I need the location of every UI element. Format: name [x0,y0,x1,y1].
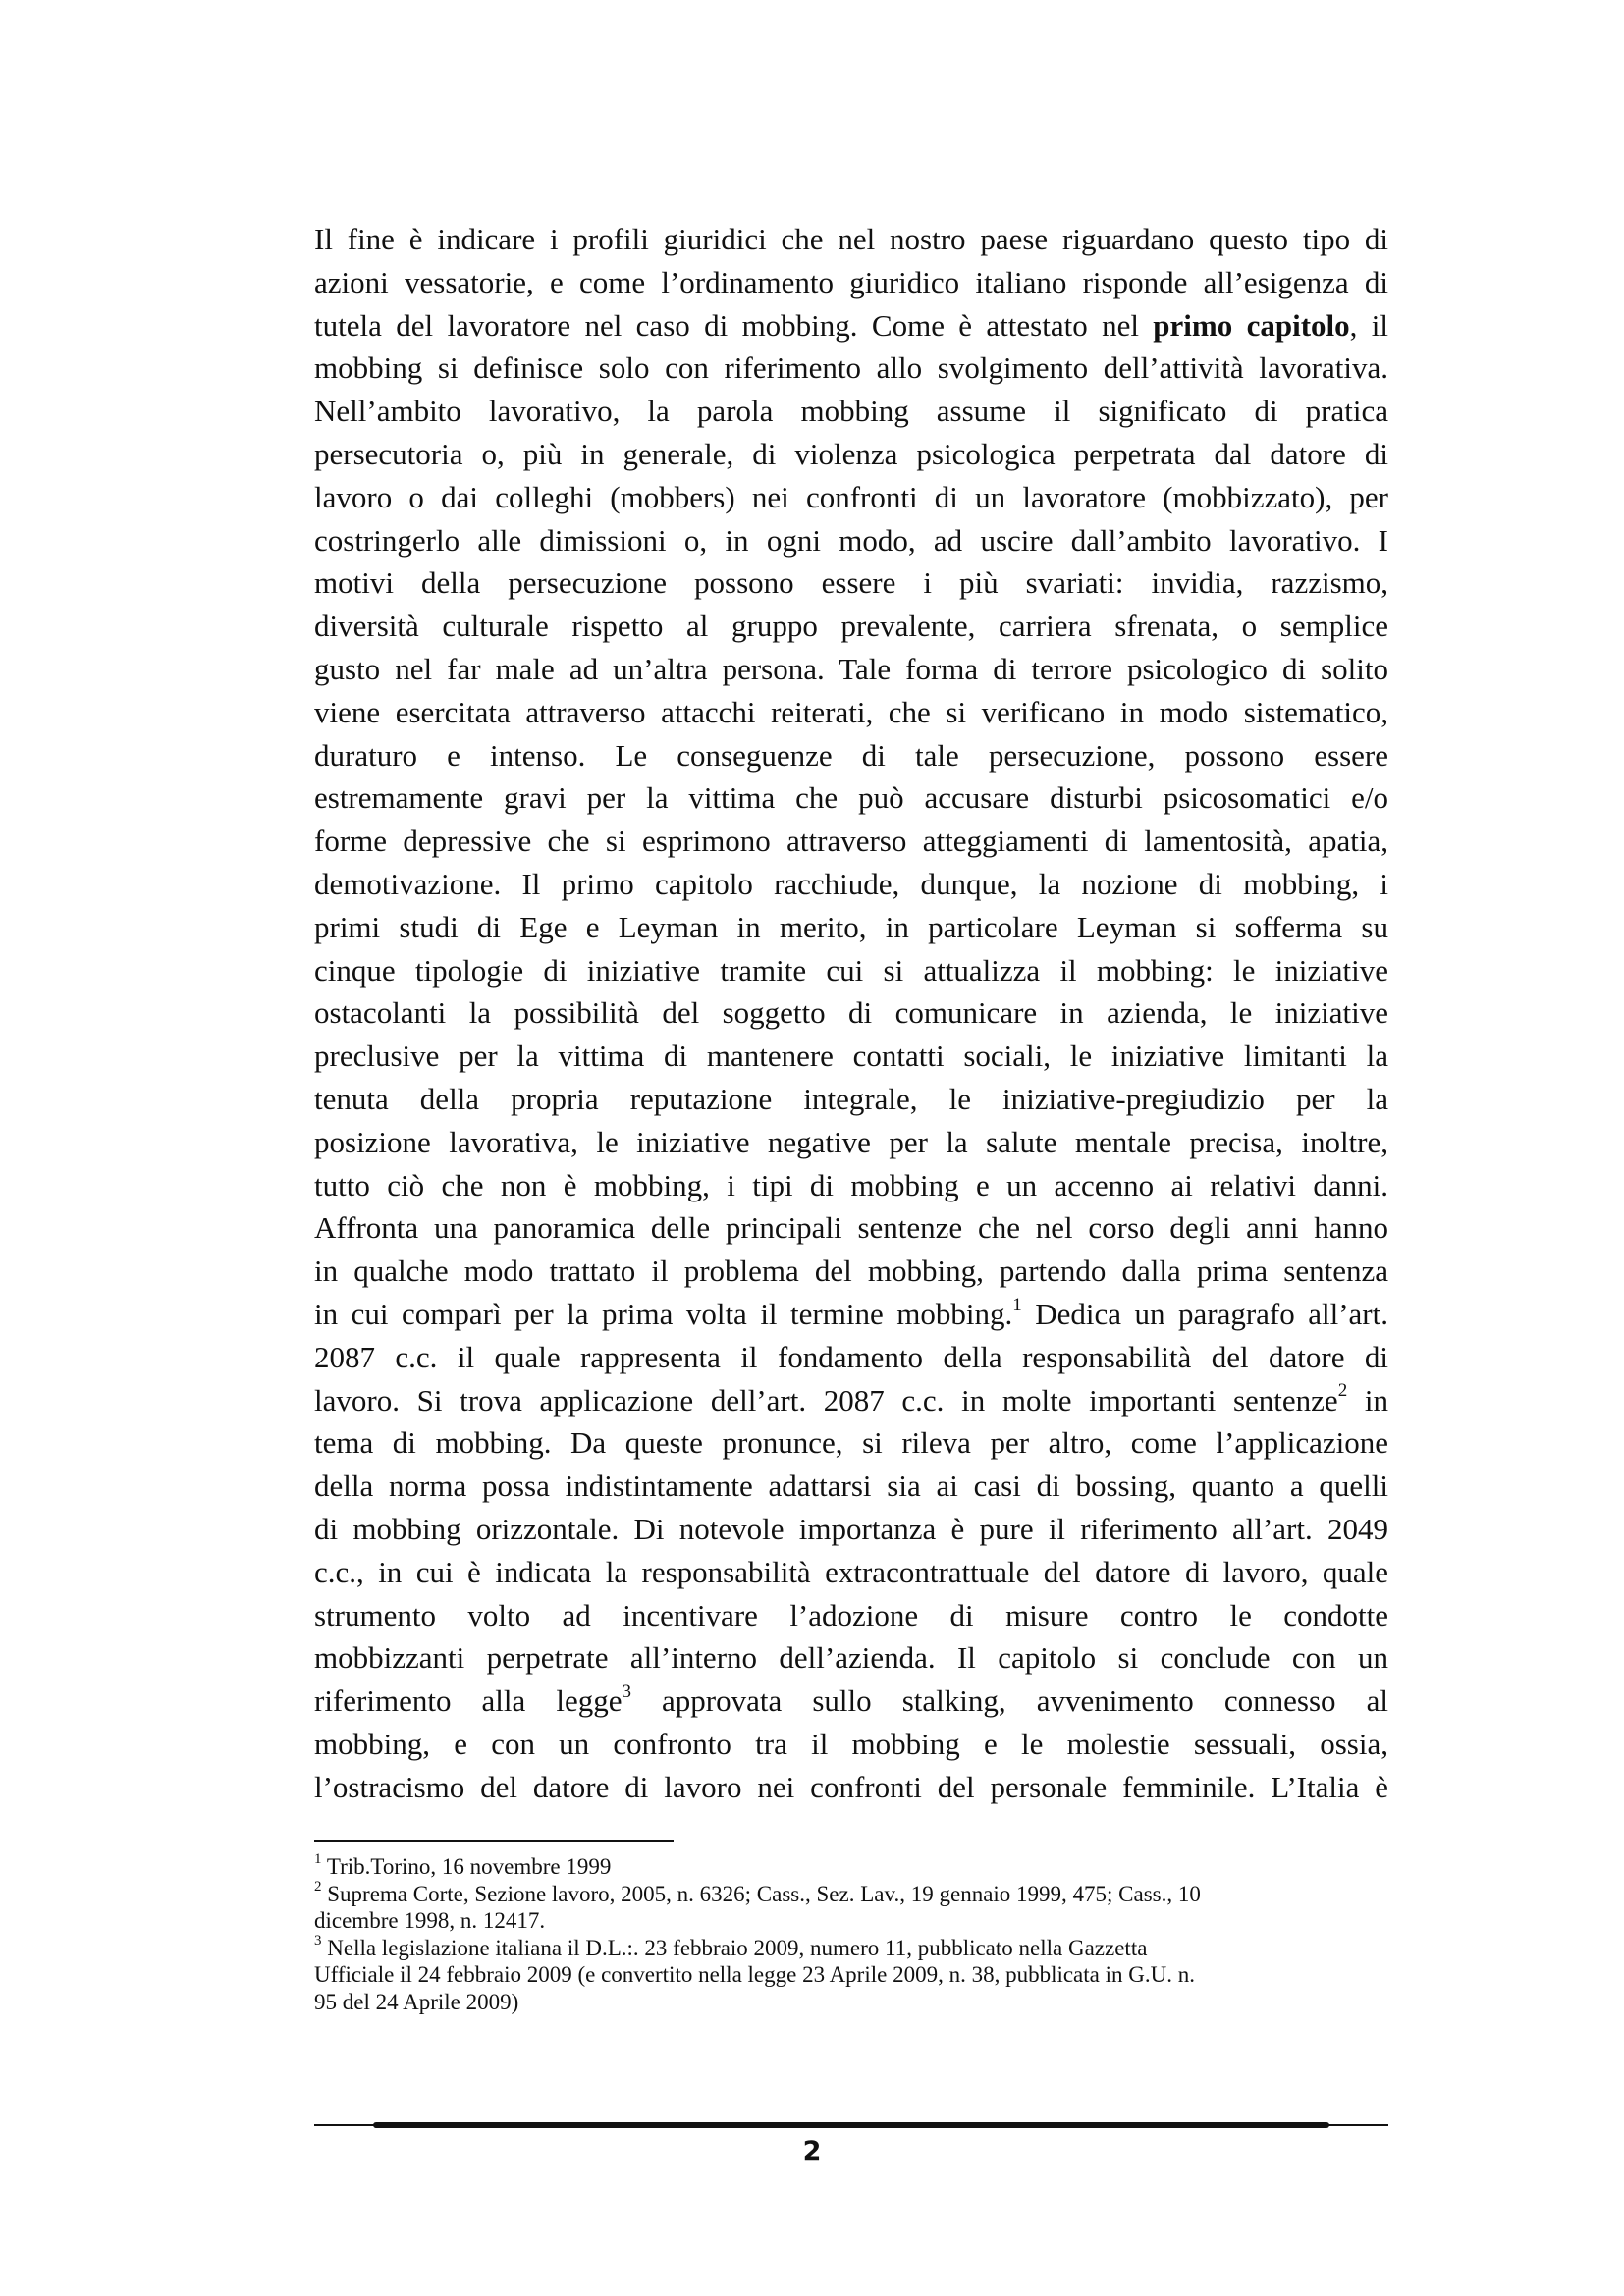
footer-rule-thick [373,2122,1329,2128]
body-text-run: , il [1349,307,1388,343]
footnote-marker: 3 [314,1932,322,1949]
body-line: tema di mobbing. Da queste pronunce, si rileva per altro, come l’applicazione [314,1425,1388,1461]
footnote-text: Trib.Torino, 16 novembre 1999 [326,1854,612,1879]
body-text-run: in [1347,1382,1388,1417]
body-line: ostacolanti la possibilità del soggetto di comunicare in azienda, le iniziative [314,995,1388,1031]
body-text [314,218,1388,1808]
footnote-line: dicembre 1998, n. 12417. [314,1908,546,1933]
footnote-line [314,1878,1388,1908]
body-line: demotivazione. Il primo capitolo racchiude, dunque, la nozione di mobbing, i [314,866,1388,901]
body-line [314,1293,1388,1336]
footnote-line: Ufficiale il 24 febbraio 2009 (e convertito nella legge 23 Aprile 2009, n. 38, pubblicata in G.U. n. [314,1962,1195,1987]
footer-rule [314,2122,1388,2128]
body-line: in qualche modo trattato il problema del mobbing, partendo dalla prima sentenza [314,1254,1388,1289]
page-number: 2 [802,2136,822,2166]
footnote-1 [314,1853,1388,1881]
footnote-line: 95 del 24 Aprile 2009) [314,1989,519,2014]
body-line: Il fine è indicare i profili giuridici che nel nostro paese riguardano questo tipo di [314,222,1388,256]
body-line: estremamente gravi per la vittima che può accusare disturbi psicosomatici e/o [314,780,1388,816]
body-line: viene esercitata attraverso attacchi reiterati, che si verificano in modo sistematico, [314,694,1388,729]
body-line: della norma possa indistintamente adattarsi sia ai casi di bossing, quanto a quelli [314,1468,1388,1504]
body-text-run: approvata sullo stalking, avvenimento connesso al [630,1683,1388,1719]
body-text-run: tutela del lavoratore nel caso di mobbing. Come è attestato nel [314,307,1154,343]
body-line: mobbing, e con un confronto tra il mobbing e le molestie sessuali, ossia, [314,1726,1388,1761]
body-line: 2087 c.c. il quale rappresenta il fondamento della responsabilità del datore di [314,1339,1388,1374]
body-line: mobbing si definisce solo con riferimento allo svolgimento dell’attività lavorativa. [314,350,1388,386]
footnote-3 [314,1932,1388,2016]
body-line: Nell’ambito lavorativo, la parola mobbing assume il significato di pratica [314,394,1388,429]
body-line [314,1379,1388,1422]
body-line: Affronta una panoramica delle principali sentenze che nel corso degli anni hanno [314,1210,1388,1246]
body-line [314,1680,1388,1723]
body-text-run: in cui comparì per la prima volta il termine mobbing. [314,1296,1013,1331]
body-line: forme depressive che si esprimono attraverso atteggiamenti di lamentosità, apatia, [314,824,1388,859]
body-line: strumento volto ad incentivare l’adozione di misure contro le condotte [314,1597,1388,1632]
body-line: di mobbing orizzontale. Di notevole importanza è pure il riferimento all’art. 2049 [314,1511,1388,1546]
body-line [314,304,1388,347]
body-line: lavoro o dai colleghi (mobbers) nei confronti di un lavoratore (mobbizzato), per [314,479,1388,514]
body-text-run: Dedica un paragrafo all’art. [1021,1296,1388,1331]
footnote-ref-3[interactable]: 3 [622,1681,631,1702]
body-line: preclusive per la vittima di mantenere contatti sociali, le iniziative limitanti la [314,1039,1388,1074]
body-line: mobbizzanti perpetrate all’interno dell’azienda. Il capitolo si conclude con un [314,1640,1388,1676]
body-line: gusto nel far male ad un’altra persona. Tale forma di terrore psicologico di solito [314,651,1388,686]
body-line: l’ostracismo del datore di lavoro nei confronti del personale femminile. L’Italia è [314,1769,1388,1804]
footnote-text: Nella legislazione italiana il D.L.:. 23 febbraio 2009, numero 11, pubblicato nella Gazzetta [327,1935,1148,1960]
body-text-run: riferimento alla legge [314,1683,623,1719]
footnote-marker: 2 [314,1878,322,1895]
body-line: persecutoria o, più in generale, di violenza psicologica perpetrata dal datore di [314,436,1388,471]
footnote-ref-2[interactable]: 2 [1337,1380,1348,1402]
body-line: posizione lavorativa, le iniziative negative per la salute mentale precisa, inoltre, [314,1124,1388,1159]
body-line: tutto ciò che non è mobbing, i tipi di mobbing e un accenno ai relativi danni. [314,1167,1388,1202]
footnote-marker: 1 [314,1851,322,1868]
body-line: tenuta della propria reputazione integrale, le iniziative-pregiudizio per la [314,1081,1388,1116]
footnote-line [314,1932,1388,1962]
footnote-line [314,1853,1388,1881]
body-line: c.c., in cui è indicata la responsabilità extracontrattuale del datore di lavoro, quale [314,1554,1388,1589]
body-text-run: lavoro. Si trova applicazione dell’art. 2087 c.c. in molte importanti sentenze [314,1382,1338,1417]
body-line: cinque tipologie di iniziative tramite cui si attualizza il mobbing: le iniziative [314,952,1388,988]
body-line: motivi della persecuzione possono essere i più svariati: invidia, razzismo, [314,565,1388,601]
bold-phrase: primo capitolo [1153,307,1350,343]
body-line: primi studi di Ege e Leyman in merito, in particolare Leyman si sofferma su [314,909,1388,944]
footnote-ref-1[interactable]: 1 [1012,1294,1022,1315]
footnote-2 [314,1878,1388,1935]
footnote-text: Suprema Corte, Sezione lavoro, 2005, n. 6326; Cass., Sez. Lav., 19 gennaio 1999, 475; Cass., 10 [327,1881,1201,1906]
body-line: duraturo e intenso. Le conseguenze di tale persecuzione, possono essere [314,737,1388,773]
footnotes [314,1853,1388,2015]
body-line: azioni vessatorie, e come l’ordinamento giuridico italiano risponde all’esigenza di [314,264,1388,299]
footnote-separator [314,1840,674,1842]
body-line: costringerlo alle dimissioni o, in ogni modo, ad uscire dall’ambito lavorativo. I [314,522,1388,558]
body-line: diversità culturale rispetto al gruppo prevalente, carriera sfrenata, o semplice [314,609,1388,644]
